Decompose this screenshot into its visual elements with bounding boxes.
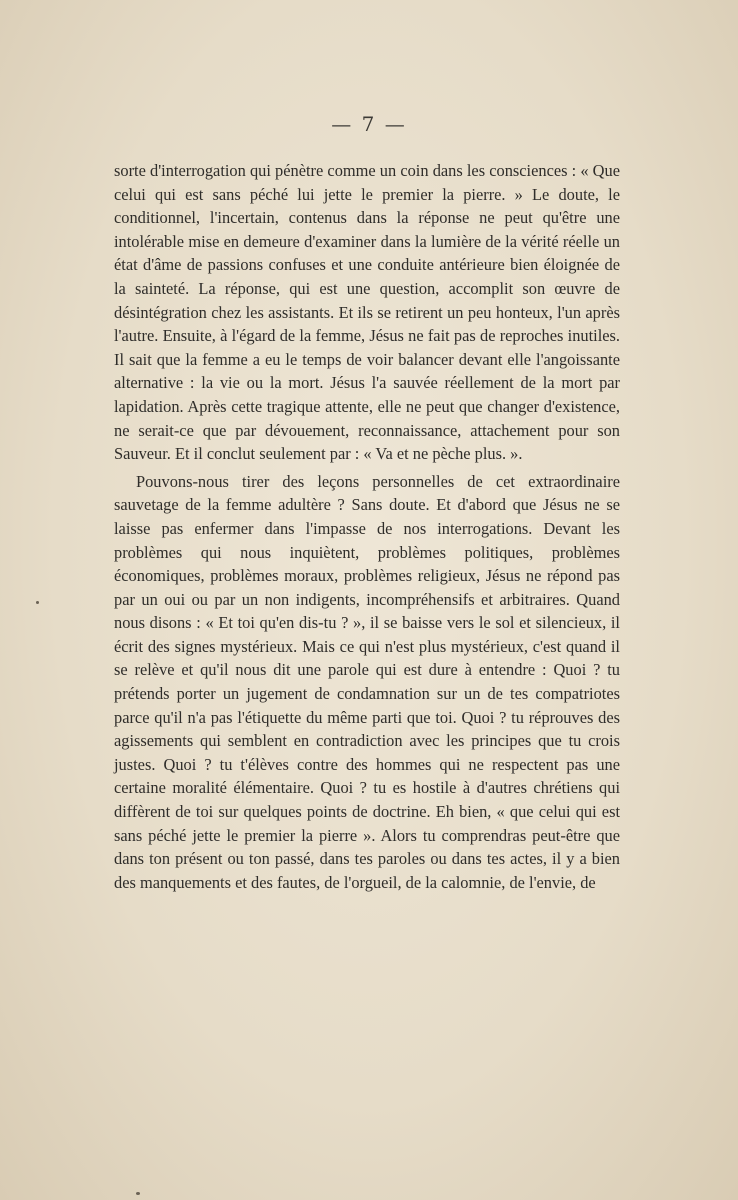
- paragraph-2: Pouvons-nous tirer des leçons personnelles de cet extraordinaire sauvetage de la femme adultère ? Sans doute. Et d'abord que Jésus ne se laisse pas enfermer dans l'impasse de nos interrogations. Devant les problèmes qui nous inquiètent, problèmes politiques, problèmes économiques, problèmes moraux, problèmes religieux, Jésus ne répond pas par un oui ou par un non indigents, incompréhensifs et arbitraires. Quand nous disons : « Et toi qu'en dis-tu ? », il se baisse vers le sol et silencieux, il écrit des signes mystérieux. Mais ce qui n'est plus mystérieux, c'est quand il se relève et qu'il nous dit une parole qui est dure à entendre : Quoi ? tu prétends porter un jugement de condamnation sur un de tes compatriotes parce qu'il n'a pas l'étiquette du même parti que toi. Quoi ? tu réprouves des agissements qui semblent en contradiction avec les principes que tu crois justes. Quoi ? tu t'élèves contre des hommes qui ne respectent pas une certaine moralité élémentaire. Quoi ? tu es hostile à d'autres chrétiens qui diffèrent de toi sur quelques points de doctrine. Eh bien, « que celui qui est sans péché jette le premier la pierre ». Alors tu comprendras peut-être que dans ton présent ou ton passé, dans tes paroles ou dans tes actes, il y a bien des manquements et des fautes, de l'orgueil, de la calomnie, de l'envie, de: [114, 471, 620, 892]
- page-number: — 7 —: [331, 112, 407, 136]
- page-body: [114, 159, 620, 894]
- ink-speck: [136, 1192, 140, 1195]
- ink-speck: [36, 601, 39, 604]
- paragraph-1: sorte d'interrogation qui pénètre comme un coin dans les consciences : « Que celui qui est sans péché lui jette le premier la pierre. » Le doute, le conditionnel, l'incertain, contenus dans la réponse ne peut qu'être une intolérable mise en demeure d'examiner dans la lumière de la vérité réelle un état d'âme de passions confuses et une conduite antérieure bien éloignée de la sainteté. La réponse, qui est une question, accomplit son œuvre de désintégration chez les assistants. Et ils se retirent un peu honteux, l'un après l'autre. Ensuite, à l'égard de la femme, Jésus ne fait pas de reproches inutiles. Il sait que la femme a eu le temps de voir balancer devant elle l'angoissante alternative : la vie ou la mort. Jésus l'a sauvée réellement de la mort par lapidation. Après cette tragique attente, elle ne peut que changer d'existence, ne serait-ce que par dévouement, reconnaissance, attachement pour son Sauveur. Et il conclut seulement par : « Va et ne pèche plus. ».: [114, 161, 620, 464]
